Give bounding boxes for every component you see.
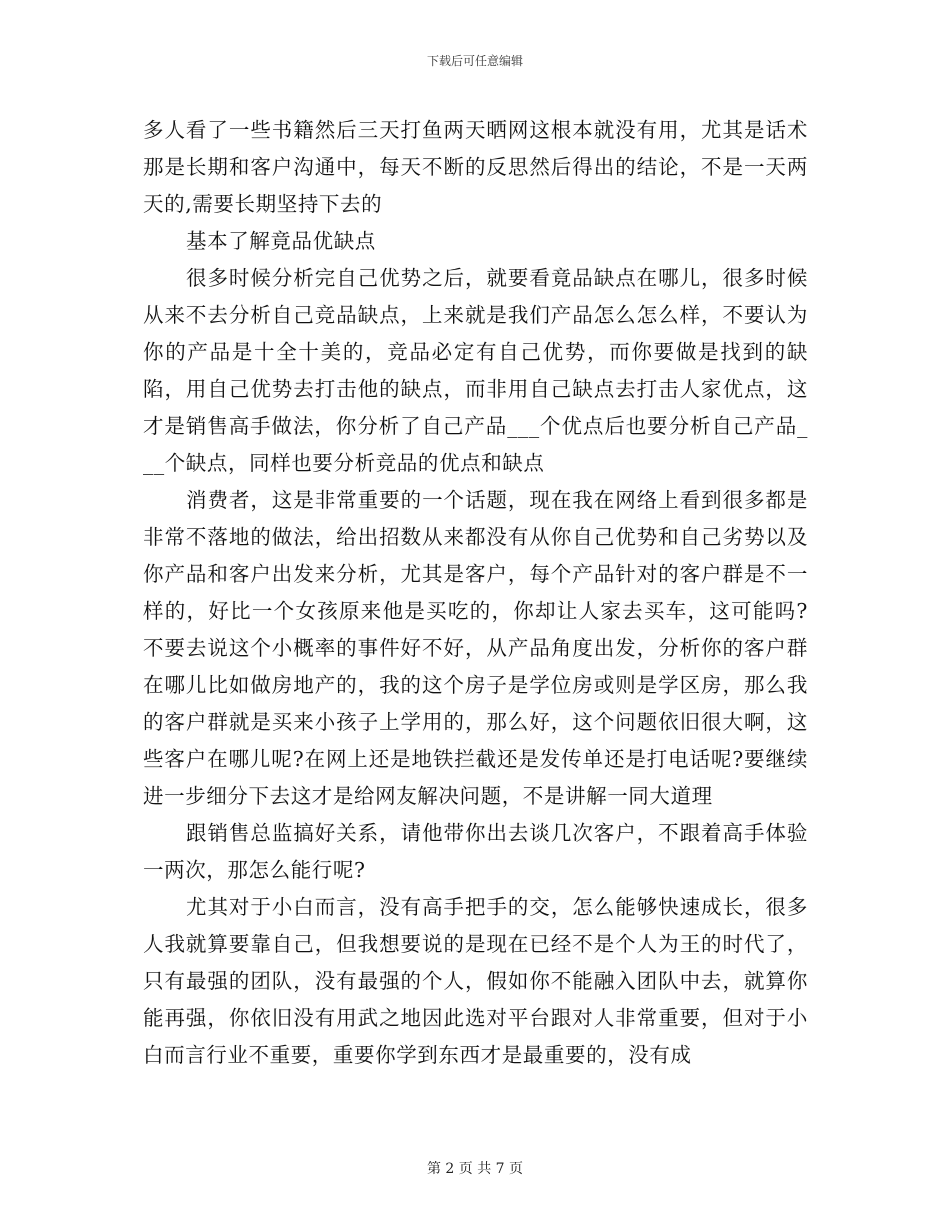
paragraph: 尤其对于小白而言，没有高手把手的交，怎么能够快速成长，很多人我就算要靠自己，但我想要说的是现在已经不是个人为王的时代了，只有最强的团队，没有最强的个人，假如你不能融入团队中去，就算你能再强，你依旧没有用武之地因此选对平台跟对人非常重要，但对于小白而言行业不重要，重要你学到东西才是最重要的，没有成 bbox=[143, 895, 808, 1067]
paragraph-continued: 多人看了一些书籍然后三天打鱼两天晒网这根本就没有用，尤其是话术那是长期和客户沟通中，每天不断的反思然后得出的结论，不是一天两天的,需要长期坚持下去的 bbox=[143, 118, 808, 216]
page-footer: 第 2 页 共 7 页 bbox=[426, 1161, 524, 1177]
page-header: 下载后可任意编辑 bbox=[426, 54, 523, 68]
document-body bbox=[143, 112, 808, 1074]
section-heading: 基本了解竟品优缺点 bbox=[186, 229, 376, 253]
paragraph: 消费者，这是非常重要的一个话题，现在我在网络上看到很多都是非常不落地的做法，给出招数从来都没有从你自己优势和自己劣势以及你产品和客户出发来分析，尤其是客户，每个产品针对的客户群是不一样的，好比一个女孩原来他是买吃的，你却让人家去买车，这可能吗?不要去说这个小概率的事件好不好，从产品角度出发，分析你的客户群在哪儿比如做房地产的，我的这个房子是学位房或则是学区房，那么我的客户群就是买来小孩子上学用的，那么好，这个问题依旧很大啊，这些客户在哪儿呢?在网上还是地铁拦截还是发传单还是打电话呢?要继续进一步细分下去这才是给网友解决问题，不是讲解一同大道理 bbox=[143, 488, 808, 808]
paragraph: 很多时候分析完自己优势之后，就要看竟品缺点在哪儿，很多时候从来不去分析自己竞品缺点，上来就是我们产品怎么怎么样，不要认为你的产品是十全十美的，竞品必定有自己优势，而你要做是找到的缺陷，用自己优势去打击他的缺点，而非用自己缺点去打击人家优点，这才是销售高手做法，你分析了自己产品___个优点后也要分析自己产品___个缺点，同样也要分析竞品的优点和缺点 bbox=[143, 266, 808, 475]
paragraph: 跟销售总监搞好关系，请他带你出去谈几次客户，不跟着高手体验一两次，那怎么能行呢? bbox=[143, 821, 808, 882]
